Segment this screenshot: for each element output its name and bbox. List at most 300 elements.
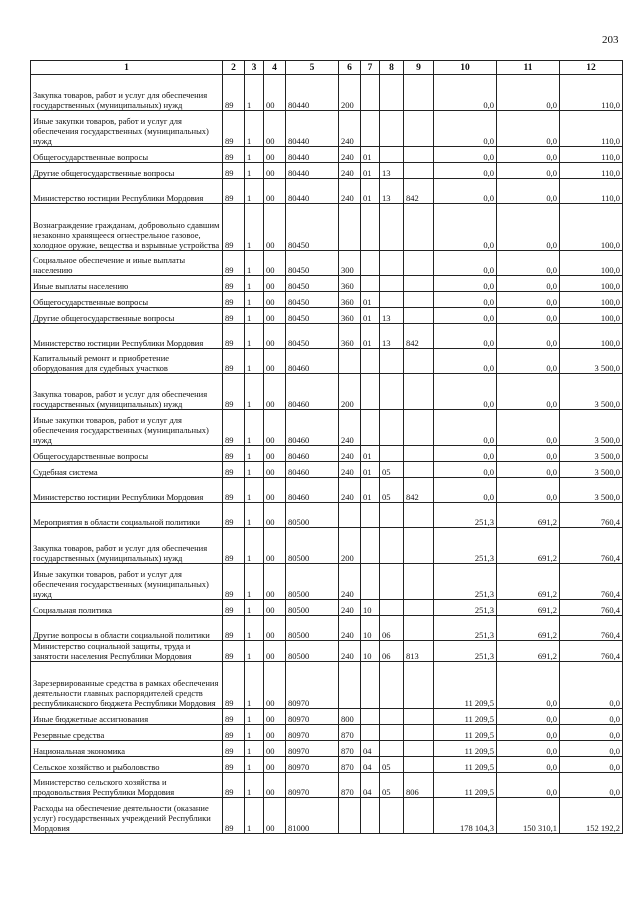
code-cell-c7 — [361, 709, 380, 725]
column-header-9: 9 — [404, 61, 434, 75]
code-cell-c5: 80500 — [286, 641, 339, 662]
code-cell-c7 — [361, 204, 380, 251]
code-cell-c8 — [380, 798, 404, 834]
column-header-6: 6 — [339, 61, 361, 75]
code-cell-c9: 813 — [404, 641, 434, 662]
amount-cell-c11: 0,0 — [497, 478, 560, 503]
column-header-7: 7 — [361, 61, 380, 75]
table-row — [31, 292, 623, 308]
code-cell-c5: 80440 — [286, 163, 339, 179]
row-name: Закупка товаров, работ и услуг для обеспечения государственных (муниципальных) нужд — [31, 374, 223, 410]
code-cell-c6: 200 — [339, 374, 361, 410]
table-row — [31, 662, 623, 709]
amount-cell-c12: 3 500,0 — [560, 462, 623, 478]
code-cell-c2: 89 — [223, 204, 245, 251]
code-cell-c8: 13 — [380, 179, 404, 204]
amount-cell-c10: 0,0 — [434, 324, 497, 349]
budget-table — [30, 60, 623, 834]
code-cell-c9 — [404, 616, 434, 641]
row-name: Резервные средства — [31, 725, 223, 741]
code-cell-c8: 05 — [380, 757, 404, 773]
code-cell-c4: 00 — [264, 374, 286, 410]
amount-cell-c12: 3 500,0 — [560, 410, 623, 446]
code-cell-c5: 80500 — [286, 564, 339, 600]
code-cell-c5: 80440 — [286, 147, 339, 163]
code-cell-c8 — [380, 600, 404, 616]
row-name: Другие общегосударственные вопросы — [31, 163, 223, 179]
code-cell-c3: 1 — [245, 179, 264, 204]
code-cell-c6 — [339, 349, 361, 374]
code-cell-c7 — [361, 251, 380, 276]
code-cell-c4: 00 — [264, 349, 286, 374]
code-cell-c6: 240 — [339, 410, 361, 446]
code-cell-c9: 842 — [404, 324, 434, 349]
table-row — [31, 324, 623, 349]
row-name: Зарезервированные средства в рамках обеспечения деятельности главных распорядителей средств республиканского бюджета Республики Мордовия — [31, 662, 223, 709]
code-cell-c3: 1 — [245, 773, 264, 798]
code-cell-c2: 89 — [223, 446, 245, 462]
code-cell-c8 — [380, 709, 404, 725]
code-cell-c4: 00 — [264, 410, 286, 446]
table-row — [31, 773, 623, 798]
amount-cell-c11: 0,0 — [497, 446, 560, 462]
code-cell-c3: 1 — [245, 251, 264, 276]
code-cell-c9: 842 — [404, 478, 434, 503]
code-cell-c7: 04 — [361, 773, 380, 798]
column-header-8: 8 — [380, 61, 404, 75]
amount-cell-c10: 0,0 — [434, 446, 497, 462]
amount-cell-c12: 0,0 — [560, 757, 623, 773]
amount-cell-c11: 0,0 — [497, 163, 560, 179]
code-cell-c9: 806 — [404, 773, 434, 798]
code-cell-c4: 00 — [264, 276, 286, 292]
code-cell-c8 — [380, 662, 404, 709]
code-cell-c6: 240 — [339, 111, 361, 147]
row-name: Вознаграждение гражданам, добровольно сдавшим незаконно хранящееся огнестрельное газовое, холодное оружие, вещества и взрывные устройства — [31, 204, 223, 251]
code-cell-c7 — [361, 503, 380, 528]
amount-cell-c10: 251,3 — [434, 616, 497, 641]
code-cell-c3: 1 — [245, 111, 264, 147]
code-cell-c6: 240 — [339, 147, 361, 163]
code-cell-c8: 05 — [380, 478, 404, 503]
code-cell-c4: 00 — [264, 641, 286, 662]
code-cell-c6: 240 — [339, 600, 361, 616]
table-row — [31, 111, 623, 147]
row-name: Другие общегосударственные вопросы — [31, 308, 223, 324]
row-name: Общегосударственные вопросы — [31, 292, 223, 308]
table-row — [31, 179, 623, 204]
code-cell-c5: 80450 — [286, 324, 339, 349]
code-cell-c7 — [361, 349, 380, 374]
code-cell-c4: 00 — [264, 725, 286, 741]
code-cell-c3: 1 — [245, 757, 264, 773]
amount-cell-c10: 11 209,5 — [434, 725, 497, 741]
code-cell-c5: 80460 — [286, 478, 339, 503]
amount-cell-c10: 0,0 — [434, 276, 497, 292]
code-cell-c6: 240 — [339, 641, 361, 662]
column-header-11: 11 — [497, 61, 560, 75]
amount-cell-c10: 251,3 — [434, 503, 497, 528]
amount-cell-c11: 0,0 — [497, 349, 560, 374]
column-header-3: 3 — [245, 61, 264, 75]
row-name: Закупка товаров, работ и услуг для обеспечения государственных (муниципальных) нужд — [31, 75, 223, 111]
code-cell-c9 — [404, 741, 434, 757]
code-cell-c7: 01 — [361, 179, 380, 204]
amount-cell-c12: 760,4 — [560, 528, 623, 564]
code-cell-c5: 80970 — [286, 709, 339, 725]
code-cell-c8: 06 — [380, 616, 404, 641]
amount-cell-c11: 0,0 — [497, 292, 560, 308]
code-cell-c4: 00 — [264, 600, 286, 616]
code-cell-c3: 1 — [245, 709, 264, 725]
code-cell-c4: 00 — [264, 616, 286, 641]
code-cell-c6: 360 — [339, 324, 361, 349]
code-cell-c4: 00 — [264, 446, 286, 462]
code-cell-c9 — [404, 204, 434, 251]
table-row — [31, 163, 623, 179]
code-cell-c6: 240 — [339, 179, 361, 204]
code-cell-c5: 80460 — [286, 446, 339, 462]
code-cell-c5: 80440 — [286, 111, 339, 147]
code-cell-c9 — [404, 308, 434, 324]
table-row — [31, 725, 623, 741]
amount-cell-c10: 0,0 — [434, 478, 497, 503]
code-cell-c2: 89 — [223, 462, 245, 478]
amount-cell-c11: 0,0 — [497, 741, 560, 757]
code-cell-c7: 10 — [361, 616, 380, 641]
row-name: Другие вопросы в области социальной политики — [31, 616, 223, 641]
code-cell-c6: 870 — [339, 773, 361, 798]
code-cell-c7 — [361, 528, 380, 564]
amount-cell-c12: 152 192,2 — [560, 798, 623, 834]
code-cell-c5: 80500 — [286, 528, 339, 564]
amount-cell-c12: 100,0 — [560, 324, 623, 349]
code-cell-c7 — [361, 374, 380, 410]
code-cell-c6: 870 — [339, 757, 361, 773]
code-cell-c7: 10 — [361, 600, 380, 616]
amount-cell-c10: 0,0 — [434, 410, 497, 446]
amount-cell-c10: 11 209,5 — [434, 773, 497, 798]
amount-cell-c11: 0,0 — [497, 276, 560, 292]
table-row — [31, 757, 623, 773]
code-cell-c7 — [361, 662, 380, 709]
amount-cell-c12: 760,4 — [560, 503, 623, 528]
code-cell-c9 — [404, 462, 434, 478]
code-cell-c5: 80440 — [286, 179, 339, 204]
code-cell-c3: 1 — [245, 374, 264, 410]
amount-cell-c12: 760,4 — [560, 564, 623, 600]
code-cell-c6: 240 — [339, 564, 361, 600]
code-cell-c7: 04 — [361, 741, 380, 757]
code-cell-c6: 240 — [339, 462, 361, 478]
code-cell-c8 — [380, 276, 404, 292]
code-cell-c4: 00 — [264, 75, 286, 111]
code-cell-c7 — [361, 111, 380, 147]
amount-cell-c10: 0,0 — [434, 179, 497, 204]
code-cell-c5: 80970 — [286, 773, 339, 798]
code-cell-c4: 00 — [264, 163, 286, 179]
row-name: Иные бюджетные ассигнования — [31, 709, 223, 725]
amount-cell-c10: 0,0 — [434, 75, 497, 111]
amount-cell-c10: 251,3 — [434, 564, 497, 600]
code-cell-c9 — [404, 503, 434, 528]
amount-cell-c12: 760,4 — [560, 600, 623, 616]
amount-cell-c10: 251,3 — [434, 600, 497, 616]
code-cell-c7: 01 — [361, 292, 380, 308]
code-cell-c3: 1 — [245, 324, 264, 349]
code-cell-c9 — [404, 600, 434, 616]
code-cell-c4: 00 — [264, 798, 286, 834]
code-cell-c3: 1 — [245, 462, 264, 478]
amount-cell-c10: 11 209,5 — [434, 741, 497, 757]
code-cell-c2: 89 — [223, 410, 245, 446]
code-cell-c5: 80500 — [286, 503, 339, 528]
code-cell-c2: 89 — [223, 741, 245, 757]
amount-cell-c11: 0,0 — [497, 410, 560, 446]
column-header-10: 10 — [434, 61, 497, 75]
amount-cell-c12: 100,0 — [560, 204, 623, 251]
code-cell-c5: 81000 — [286, 798, 339, 834]
code-cell-c8 — [380, 75, 404, 111]
code-cell-c2: 89 — [223, 349, 245, 374]
row-name: Закупка товаров, работ и услуг для обеспечения государственных (муниципальных) нужд — [31, 528, 223, 564]
code-cell-c7: 04 — [361, 757, 380, 773]
code-cell-c2: 89 — [223, 147, 245, 163]
table-row — [31, 349, 623, 374]
code-cell-c6: 870 — [339, 725, 361, 741]
code-cell-c5: 80500 — [286, 600, 339, 616]
code-cell-c8 — [380, 446, 404, 462]
row-name: Общегосударственные вопросы — [31, 446, 223, 462]
table-row — [31, 478, 623, 503]
amount-cell-c12: 100,0 — [560, 276, 623, 292]
code-cell-c2: 89 — [223, 616, 245, 641]
code-cell-c3: 1 — [245, 147, 264, 163]
code-cell-c8: 13 — [380, 163, 404, 179]
code-cell-c5: 80440 — [286, 75, 339, 111]
code-cell-c8 — [380, 725, 404, 741]
code-cell-c2: 89 — [223, 478, 245, 503]
code-cell-c2: 89 — [223, 251, 245, 276]
amount-cell-c12: 3 500,0 — [560, 349, 623, 374]
code-cell-c4: 00 — [264, 528, 286, 564]
amount-cell-c10: 0,0 — [434, 147, 497, 163]
code-cell-c7: 01 — [361, 478, 380, 503]
code-cell-c2: 89 — [223, 564, 245, 600]
code-cell-c7: 01 — [361, 147, 380, 163]
code-cell-c6: 240 — [339, 163, 361, 179]
amount-cell-c11: 0,0 — [497, 179, 560, 204]
code-cell-c2: 89 — [223, 725, 245, 741]
code-cell-c3: 1 — [245, 75, 264, 111]
code-cell-c5: 80450 — [286, 251, 339, 276]
code-cell-c7: 10 — [361, 641, 380, 662]
code-cell-c4: 00 — [264, 308, 286, 324]
code-cell-c8 — [380, 111, 404, 147]
table-row — [31, 251, 623, 276]
amount-cell-c11: 0,0 — [497, 709, 560, 725]
code-cell-c2: 89 — [223, 600, 245, 616]
code-cell-c4: 00 — [264, 147, 286, 163]
code-cell-c4: 00 — [264, 111, 286, 147]
column-header-4: 4 — [264, 61, 286, 75]
code-cell-c6: 360 — [339, 292, 361, 308]
table-row — [31, 276, 623, 292]
code-cell-c3: 1 — [245, 292, 264, 308]
code-cell-c3: 1 — [245, 276, 264, 292]
amount-cell-c11: 0,0 — [497, 773, 560, 798]
code-cell-c5: 80460 — [286, 462, 339, 478]
code-cell-c2: 89 — [223, 709, 245, 725]
code-cell-c7: 01 — [361, 462, 380, 478]
code-cell-c7: 01 — [361, 446, 380, 462]
amount-cell-c12: 0,0 — [560, 709, 623, 725]
amount-cell-c12: 110,0 — [560, 163, 623, 179]
column-header-1: 1 — [31, 61, 223, 75]
code-cell-c7 — [361, 564, 380, 600]
amount-cell-c12: 110,0 — [560, 179, 623, 204]
amount-cell-c10: 0,0 — [434, 462, 497, 478]
code-cell-c5: 80450 — [286, 308, 339, 324]
amount-cell-c11: 0,0 — [497, 662, 560, 709]
code-cell-c8 — [380, 410, 404, 446]
code-cell-c2: 89 — [223, 374, 245, 410]
code-cell-c6: 300 — [339, 251, 361, 276]
amount-cell-c10: 11 209,5 — [434, 709, 497, 725]
code-cell-c8: 05 — [380, 462, 404, 478]
code-cell-c7 — [361, 798, 380, 834]
page-number: 203 — [602, 34, 619, 46]
table-row — [31, 528, 623, 564]
amount-cell-c11: 0,0 — [497, 462, 560, 478]
code-cell-c6 — [339, 798, 361, 834]
amount-cell-c12: 3 500,0 — [560, 446, 623, 462]
amount-cell-c11: 691,2 — [497, 641, 560, 662]
code-cell-c4: 00 — [264, 292, 286, 308]
code-cell-c3: 1 — [245, 662, 264, 709]
code-cell-c9 — [404, 798, 434, 834]
code-cell-c3: 1 — [245, 564, 264, 600]
code-cell-c5: 80970 — [286, 725, 339, 741]
code-cell-c2: 89 — [223, 276, 245, 292]
code-cell-c6: 200 — [339, 75, 361, 111]
code-cell-c8 — [380, 741, 404, 757]
code-cell-c8 — [380, 251, 404, 276]
amount-cell-c10: 0,0 — [434, 308, 497, 324]
code-cell-c8 — [380, 374, 404, 410]
code-cell-c9 — [404, 251, 434, 276]
code-cell-c3: 1 — [245, 616, 264, 641]
amount-cell-c10: 0,0 — [434, 349, 497, 374]
code-cell-c4: 00 — [264, 478, 286, 503]
code-cell-c3: 1 — [245, 798, 264, 834]
amount-cell-c12: 760,4 — [560, 616, 623, 641]
row-name: Общегосударственные вопросы — [31, 147, 223, 163]
amount-cell-c12: 110,0 — [560, 111, 623, 147]
code-cell-c9 — [404, 410, 434, 446]
code-cell-c9 — [404, 757, 434, 773]
code-cell-c3: 1 — [245, 410, 264, 446]
row-name: Иные выплаты населению — [31, 276, 223, 292]
code-cell-c4: 00 — [264, 251, 286, 276]
amount-cell-c10: 0,0 — [434, 251, 497, 276]
amount-cell-c10: 178 104,3 — [434, 798, 497, 834]
code-cell-c2: 89 — [223, 179, 245, 204]
code-cell-c4: 00 — [264, 204, 286, 251]
code-cell-c8: 13 — [380, 308, 404, 324]
code-cell-c5: 80970 — [286, 741, 339, 757]
table-row — [31, 564, 623, 600]
code-cell-c2: 89 — [223, 528, 245, 564]
code-cell-c2: 89 — [223, 308, 245, 324]
code-cell-c7 — [361, 276, 380, 292]
code-cell-c3: 1 — [245, 446, 264, 462]
amount-cell-c10: 0,0 — [434, 374, 497, 410]
amount-cell-c10: 0,0 — [434, 204, 497, 251]
amount-cell-c11: 0,0 — [497, 75, 560, 111]
code-cell-c6 — [339, 503, 361, 528]
amount-cell-c12: 0,0 — [560, 662, 623, 709]
amount-cell-c11: 0,0 — [497, 757, 560, 773]
amount-cell-c11: 0,0 — [497, 204, 560, 251]
code-cell-c8 — [380, 204, 404, 251]
header-row — [31, 61, 623, 75]
code-cell-c4: 00 — [264, 503, 286, 528]
table-body — [31, 75, 623, 834]
code-cell-c6: 360 — [339, 308, 361, 324]
amount-cell-c12: 0,0 — [560, 741, 623, 757]
code-cell-c4: 00 — [264, 179, 286, 204]
code-cell-c5: 80970 — [286, 757, 339, 773]
code-cell-c3: 1 — [245, 349, 264, 374]
code-cell-c4: 00 — [264, 709, 286, 725]
amount-cell-c12: 100,0 — [560, 251, 623, 276]
table-row — [31, 798, 623, 834]
code-cell-c2: 89 — [223, 163, 245, 179]
code-cell-c9 — [404, 446, 434, 462]
code-cell-c6: 240 — [339, 478, 361, 503]
amount-cell-c11: 150 310,1 — [497, 798, 560, 834]
row-name: Судебная система — [31, 462, 223, 478]
table-row — [31, 462, 623, 478]
column-header-12: 12 — [560, 61, 623, 75]
code-cell-c4: 00 — [264, 773, 286, 798]
row-name: Министерство юстиции Республики Мордовия — [31, 324, 223, 349]
row-name: Министерство социальной защиты, труда и занятости населения Республики Мордовия — [31, 641, 223, 662]
amount-cell-c11: 0,0 — [497, 725, 560, 741]
code-cell-c2: 89 — [223, 798, 245, 834]
table-row — [31, 446, 623, 462]
code-cell-c9 — [404, 374, 434, 410]
code-cell-c3: 1 — [245, 163, 264, 179]
code-cell-c2: 89 — [223, 757, 245, 773]
amount-cell-c12: 760,4 — [560, 641, 623, 662]
table-row — [31, 410, 623, 446]
amount-cell-c10: 11 209,5 — [434, 662, 497, 709]
amount-cell-c12: 3 500,0 — [560, 478, 623, 503]
amount-cell-c10: 11 209,5 — [434, 757, 497, 773]
code-cell-c5: 80460 — [286, 410, 339, 446]
amount-cell-c11: 0,0 — [497, 251, 560, 276]
row-name: Расходы на обеспечение деятельности (оказание услуг) государственных учреждений Республики Мордовия — [31, 798, 223, 834]
code-cell-c3: 1 — [245, 528, 264, 564]
code-cell-c2: 89 — [223, 292, 245, 308]
amount-cell-c10: 0,0 — [434, 111, 497, 147]
row-name: Министерство юстиции Республики Мордовия — [31, 179, 223, 204]
amount-cell-c11: 0,0 — [497, 308, 560, 324]
row-name: Иные закупки товаров, работ и услуг для обеспечения государственных (муниципальных) нужд — [31, 410, 223, 446]
code-cell-c4: 00 — [264, 757, 286, 773]
